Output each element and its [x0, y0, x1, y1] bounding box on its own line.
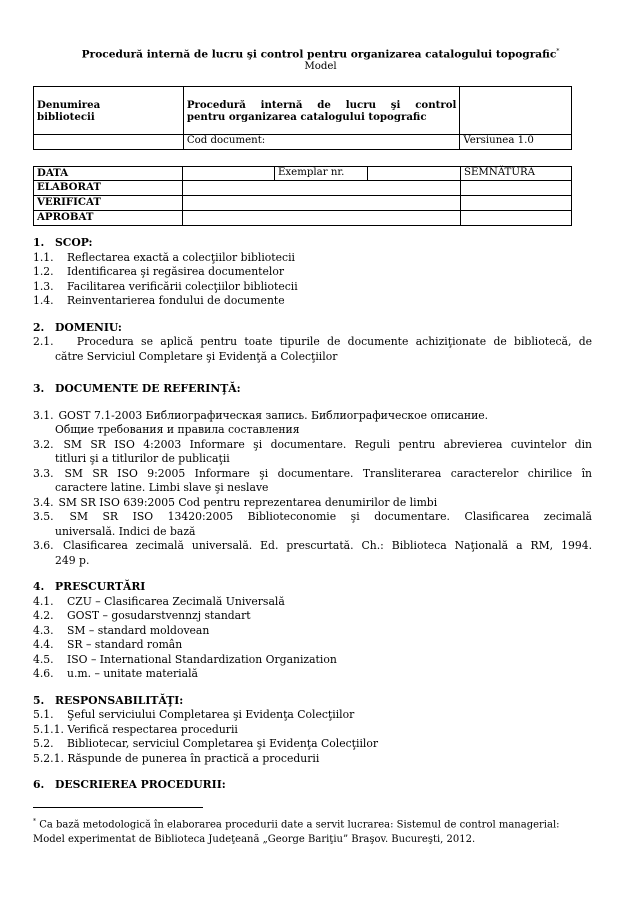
row-label-aprobat: APROBAT — [34, 211, 183, 226]
blank-cell — [183, 167, 275, 181]
list-item: 5.2. Bibliotecar, serviciul Completarea şi Evidenţa Colecţiilor — [33, 737, 379, 750]
list-item: 1.3. Facilitarea verificării colecţiilor bibliotecii — [33, 279, 298, 293]
footnote-line2: Model experimentat de Biblioteca Judeţeană „George Bariţiu” Braşov. Bucureşti, 2012. — [33, 834, 476, 846]
col-header-exemplar: Exemplar nr. — [275, 167, 368, 181]
empty-cell — [460, 87, 572, 135]
list-item: 4.1. CZU – Clasificarea Zecimală Universală — [33, 594, 285, 608]
section-heading: 2. DOMENIU: — [33, 320, 122, 334]
list-item: 4.2. GOST – gosudarstvennzj standart — [33, 609, 251, 622]
blank-cell — [34, 135, 184, 150]
col-header-signature: SEMNĂTURA — [461, 167, 572, 181]
procedure-name-line1: Procedură internă de lucru şi control — [186, 99, 457, 111]
blank-cell — [183, 181, 461, 196]
section-heading: 5. RESPONSABILITĂŢI: — [33, 693, 184, 707]
list-item: 4.4. SR – standard român — [33, 638, 183, 651]
signature-table — [33, 166, 572, 226]
list-item: 1.4. Reinventarierea fondului de documente — [33, 294, 285, 307]
doc-code-label: Cod document: — [183, 135, 460, 150]
document-subtitle: Model — [304, 61, 337, 72]
list-item: 5.1.1. Verifică respectarea procedurii — [33, 722, 238, 736]
list-item-continuation: titluri şi a titlurilor de publicaţii — [55, 452, 230, 465]
list-item-continuation: caractere latine. Limbi slave şi neslave — [55, 481, 269, 494]
list-item: 3.3. SM SR ISO 9:2005 Informare şi documentare. Transliterarea caracterelor chirilice în — [33, 466, 593, 480]
procedure-name-cell — [183, 87, 460, 135]
blank-cell — [183, 196, 461, 211]
library-label-line1: Denumirea — [37, 99, 101, 111]
col-header-data: DATA — [34, 167, 183, 181]
list-item: 3.6. Clasificarea zecimală universală. Ed. prescurtată. Ch.: Biblioteca Naţională a RM, 1994. — [33, 539, 592, 552]
row-label-verificat: VERIFICAT — [34, 196, 183, 211]
list-item-continuation: Общие требования и правила составления — [55, 423, 300, 436]
list-item: 4.5. ISO – International Standardization Organization — [33, 652, 337, 666]
list-item: 3.1. GOST 7.1-2003 Библиографическая запись. Библиографическое описание. — [33, 408, 489, 422]
row-label-elaborat: ELABORAT — [34, 181, 183, 196]
list-item: 2.1. Procedura se aplică pentru toate tipurile de documente achiziţionate de bibliotecă, de — [33, 335, 592, 348]
list-item: 1.2. Identificarea şi regăsirea documentelor — [33, 265, 284, 278]
list-item: 1.1. Reflectarea exactă a colecţiilor bibliotecii — [33, 250, 295, 264]
list-item: 3.5. SM SR ISO 13420:2005 Biblioteconomie şi documentare. Clasificarea zecimală — [33, 510, 592, 523]
procedure-info-table — [33, 86, 572, 150]
title-text: Procedură internă de lucru şi control pentru organizarea catalogului topografic — [81, 48, 557, 61]
version-label: Versiunea 1.0 — [460, 135, 572, 150]
list-item-continuation: 249 p. — [55, 553, 90, 567]
section-heading: 1. SCOP: — [33, 236, 93, 249]
footnote-line1: * Ca bază metodologică în elaborarea procedurii date a servit lucrarea: Sistemul de control managerial: — [33, 818, 560, 831]
library-label-line2: bibliotecii — [37, 111, 95, 123]
procedure-name-line2: pentru organizarea catalogului topografic — [186, 111, 427, 123]
blank-cell — [461, 196, 572, 211]
section-heading: 6. DESCRIEREA PROCEDURII: — [33, 778, 226, 791]
footnote-separator — [33, 807, 203, 808]
list-item: 3.4. SM SR ISO 639:2005 Cod pentru reprezentarea denumirilor de limbi — [33, 495, 438, 509]
list-item: 5.2.1. Răspunde de punerea în practică a procedurii — [33, 751, 320, 765]
blank-cell — [461, 181, 572, 196]
blank-cell — [368, 167, 461, 181]
list-item-continuation: către Serviciul Completare şi Evidenţă a Colecţiilor — [55, 349, 338, 363]
blank-cell — [461, 211, 572, 226]
footnote-mark: * — [556, 48, 560, 55]
blank-cell — [183, 211, 461, 226]
list-item: 3.2. SM SR ISO 4:2003 Informare şi documentare. Reguli pentru abrevierea cuvintelor din — [33, 437, 592, 451]
library-name-label — [34, 87, 184, 135]
section-heading: 4. PRESCURTĂRI — [33, 580, 146, 593]
list-item: 5.1. Şeful serviciului Completarea şi Evidenţa Colecţiilor — [33, 708, 355, 721]
footnote — [33, 814, 593, 847]
list-item: 4.3. SM – standard moldovean — [33, 623, 210, 637]
list-item-continuation: universală. Indici de bază — [55, 524, 196, 538]
document-body — [33, 236, 592, 793]
section-heading: 3. DOCUMENTE DE REFERINŢĂ: — [33, 382, 241, 395]
list-item: 4.6. u.m. – unitate materială — [33, 667, 198, 680]
